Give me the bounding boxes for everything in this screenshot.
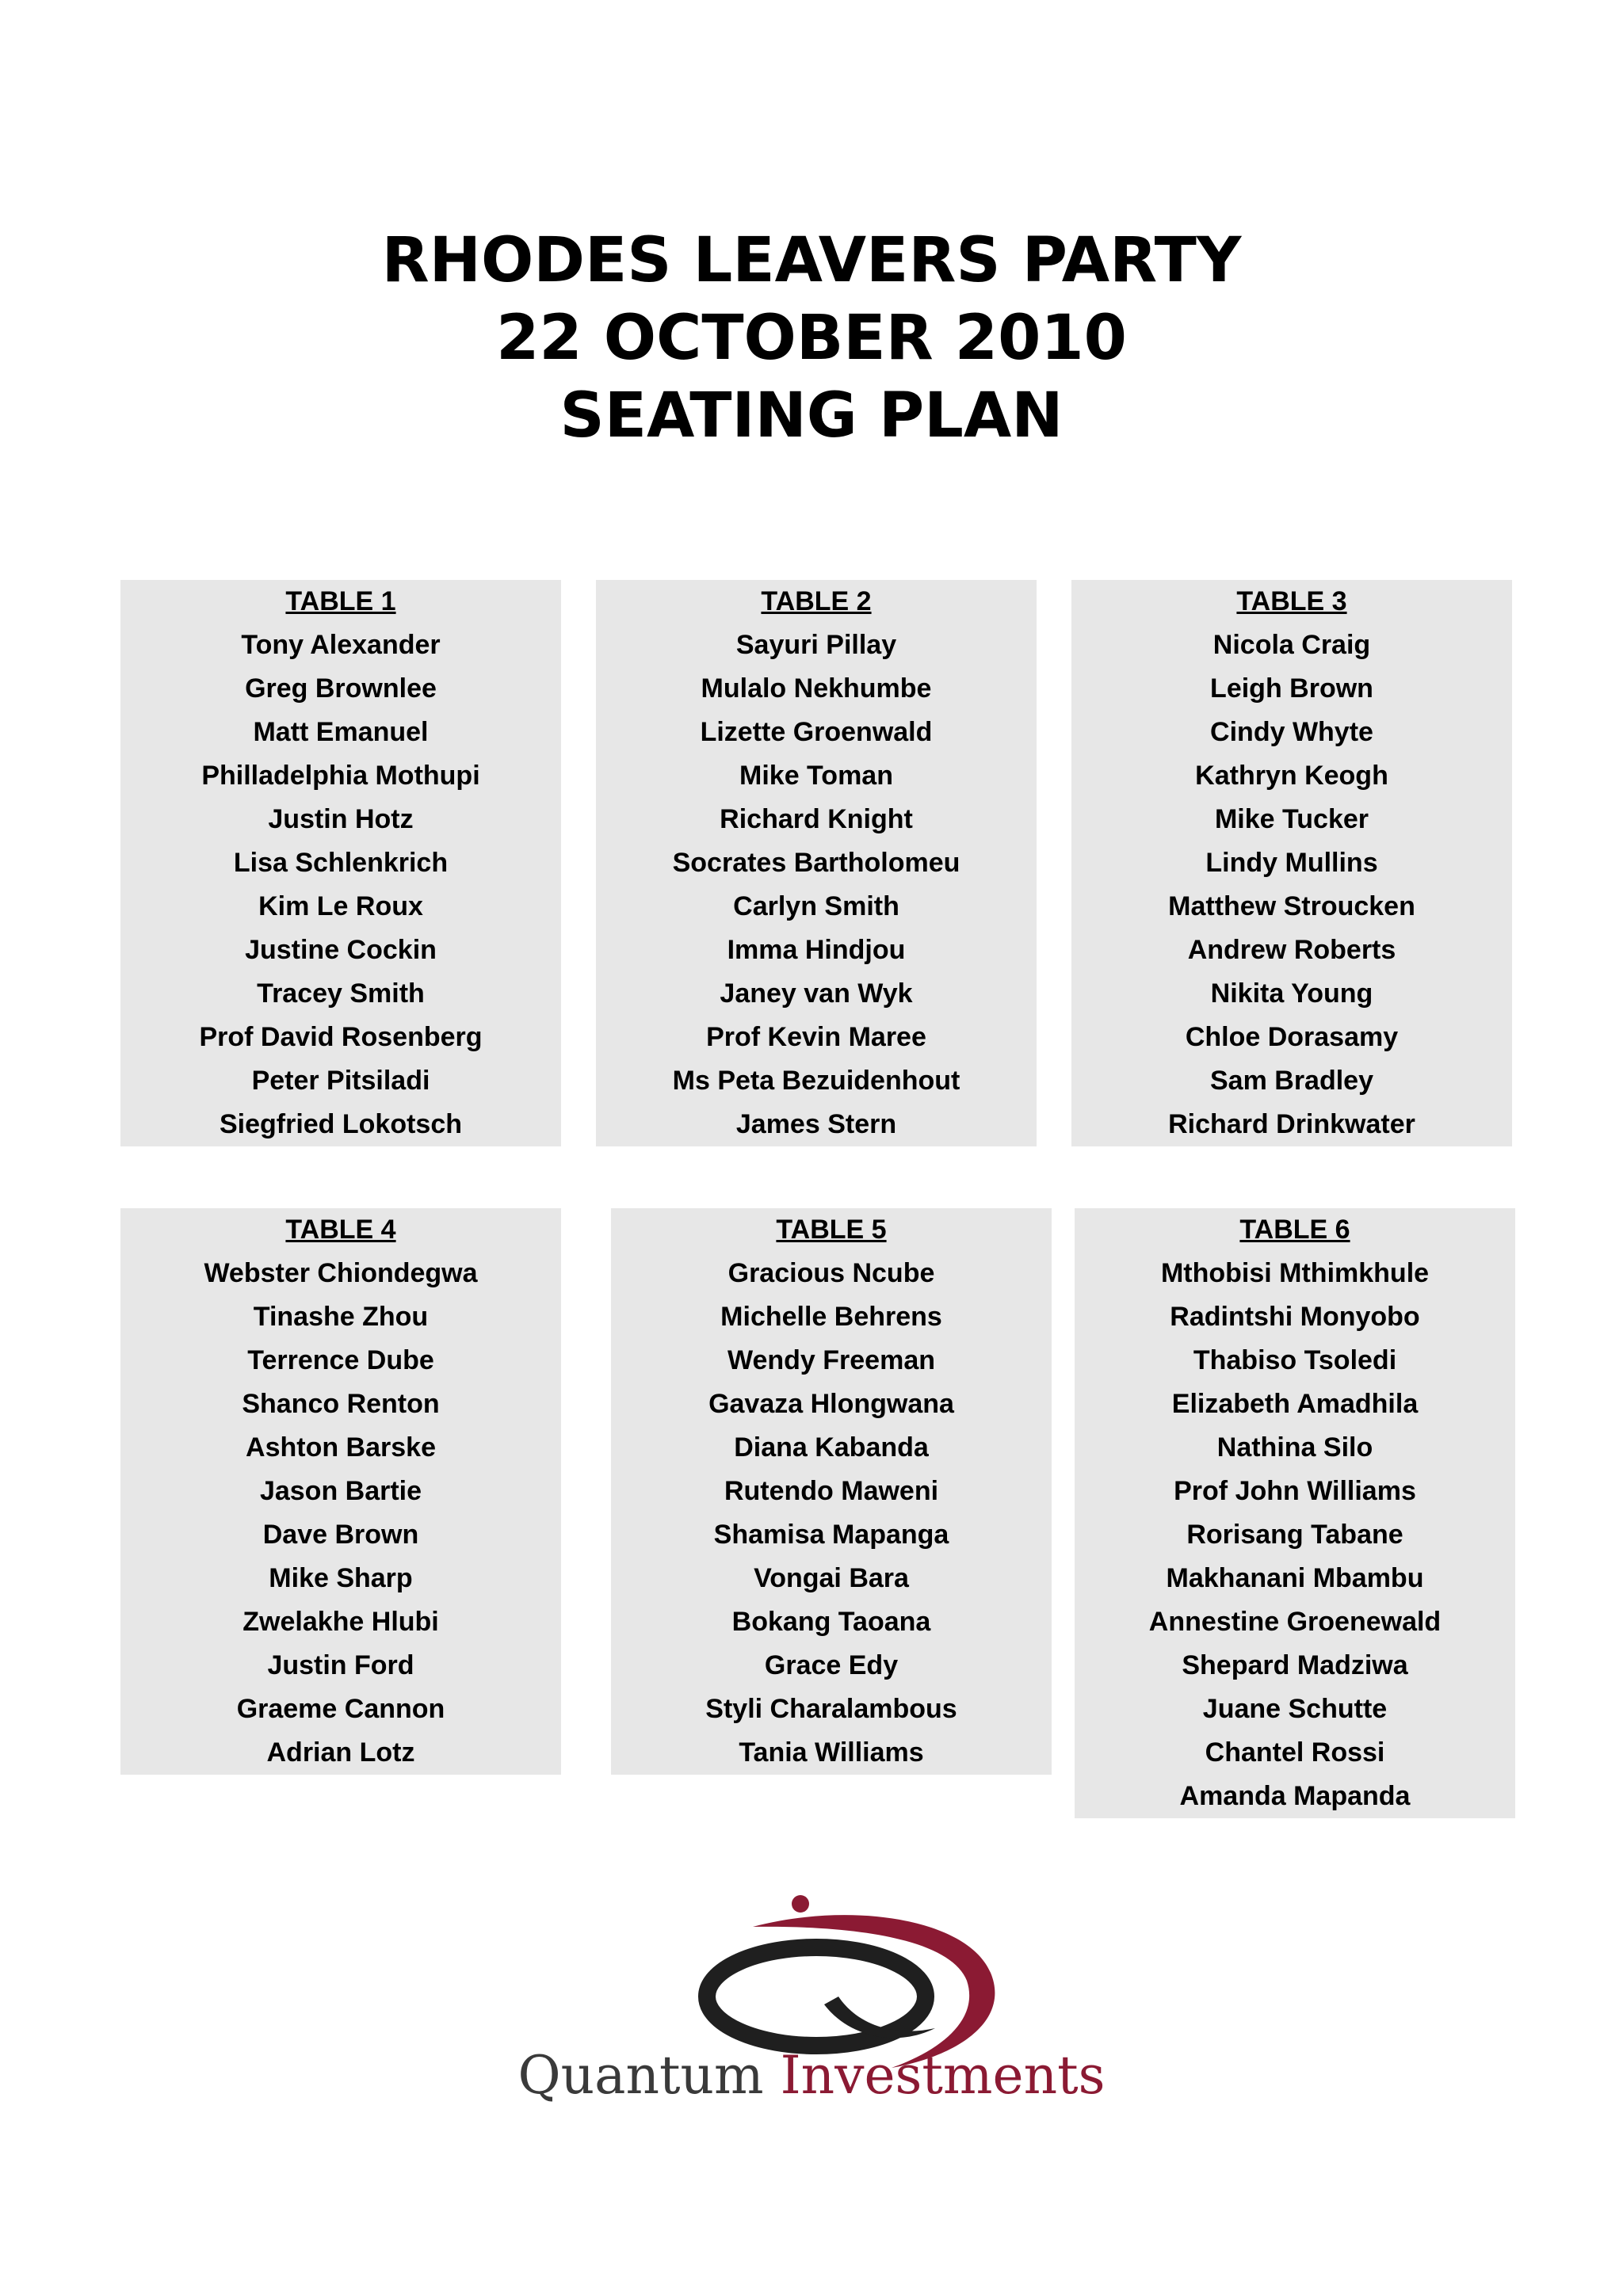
guest-name: Philladelphia Mothupi [201, 761, 480, 791]
guest-name: Sayuri Pillay [735, 630, 897, 660]
guest-name: Socrates Bartholomeu [672, 848, 960, 878]
guest-name: Lindy Mullins [1205, 848, 1378, 878]
table-heading: TABLE 4 [285, 1215, 396, 1245]
guest-name: Shepard Madziwa [1182, 1650, 1408, 1680]
title-line-plan: SEATING PLAN [559, 380, 1064, 452]
guest-name: Tinashe Zhou [253, 1302, 429, 1332]
guest-name: Tony Alexander [241, 630, 441, 660]
guest-name: Vongai Bara [754, 1563, 909, 1593]
guest-name: Tracey Smith [257, 978, 425, 1009]
guest-name: Prof Kevin Maree [706, 1022, 926, 1052]
guest-name: Mike Tucker [1214, 804, 1369, 834]
guest-name: Bokang Taoana [731, 1607, 931, 1637]
guest-name: Mike Sharp [269, 1563, 413, 1593]
seating-table-3 [1071, 580, 1512, 1146]
guest-name: Imma Hindjou [727, 935, 906, 965]
guest-name: Ms Peta Bezuidenhout [672, 1066, 960, 1096]
logo-word-quantum: Quantum [517, 2045, 764, 2106]
guest-name: Carlyn Smith [733, 891, 899, 921]
seating-table-2 [596, 580, 1037, 1146]
title-line-date: 22 OCTOBER 2010 [496, 303, 1127, 374]
guest-name: Radintshi Monyobo [1170, 1302, 1420, 1332]
guest-name: Mike Toman [739, 761, 893, 791]
guest-name: Zwelakhe Hlubi [242, 1607, 439, 1637]
guest-name: Grace Edy [764, 1650, 899, 1680]
logo-word-investments: Investments [780, 2045, 1106, 2106]
guest-name: Nathina Silo [1216, 1432, 1373, 1463]
guest-name: Janey van Wyk [720, 978, 913, 1009]
title-line-event: RHODES LEAVERS PARTY [381, 225, 1242, 296]
guest-name: Rorisang Tabane [1186, 1520, 1403, 1550]
table-heading: TABLE 5 [776, 1215, 887, 1245]
guest-name: Graeme Cannon [236, 1694, 445, 1724]
guest-name: Mthobisi Mthimkhule [1160, 1258, 1430, 1288]
guest-name: Kathryn Keogh [1195, 761, 1388, 791]
guest-name: Jason Bartie [259, 1476, 422, 1506]
guest-name: Adrian Lotz [266, 1737, 415, 1768]
table-heading: TABLE 1 [285, 586, 396, 616]
guest-name: Shamisa Mapanga [713, 1520, 949, 1550]
seating-table-6 [1075, 1208, 1515, 1818]
guest-name: Gracious Ncube [727, 1258, 935, 1288]
guest-name: Greg Brownlee [245, 673, 437, 704]
guest-name: Chloe Dorasamy [1185, 1022, 1399, 1052]
seating-table-5 [611, 1208, 1052, 1775]
guest-name: Lizette Groenwald [700, 717, 933, 747]
seating-table-4 [120, 1208, 561, 1775]
guest-name: Dave Brown [262, 1520, 419, 1550]
table-heading: TABLE 2 [761, 586, 872, 616]
guest-name: Michelle Behrens [720, 1302, 942, 1332]
guest-name: Justine Cockin [245, 935, 437, 965]
guest-name: Leigh Brown [1210, 673, 1373, 704]
guest-name: Nikita Young [1210, 978, 1373, 1009]
guest-name: Andrew Roberts [1187, 935, 1396, 965]
guest-name: Shanco Renton [242, 1389, 440, 1419]
guest-name: Ashton Barske [246, 1432, 436, 1463]
guest-name: Annestine Groenewald [1148, 1607, 1442, 1637]
guest-name: Mulalo Nekhumbe [701, 673, 932, 704]
guest-name: Amanda Mapanda [1179, 1781, 1411, 1811]
guest-name: Richard Knight [720, 804, 913, 834]
table-heading: TABLE 3 [1236, 586, 1347, 616]
guest-name: Matt Emanuel [253, 717, 429, 747]
guest-name: Sam Bradley [1210, 1066, 1373, 1096]
guest-name: Tania Williams [739, 1737, 924, 1768]
guest-name: Justin Ford [267, 1650, 414, 1680]
guest-name: Prof David Rosenberg [199, 1022, 483, 1052]
guest-name: Peter Pitsiladi [251, 1066, 430, 1096]
guest-name: Makhanani Mbambu [1166, 1563, 1424, 1593]
guest-name: Juane Schutte [1202, 1694, 1388, 1724]
guest-name: Lisa Schlenkrich [233, 848, 449, 878]
logo-wordmark [0, 2044, 1623, 2107]
table-heading: TABLE 6 [1239, 1215, 1350, 1245]
guest-name: Rutendo Maweni [724, 1476, 939, 1506]
guest-name: Gavaza Hlongwana [708, 1389, 954, 1419]
guest-name: Nicola Craig [1212, 630, 1371, 660]
guest-name: Styli Charalambous [705, 1694, 957, 1724]
guest-name: Elizabeth Amadhila [1171, 1389, 1419, 1419]
guest-name: Richard Drinkwater [1168, 1109, 1415, 1139]
guest-name: Terrence Dube [247, 1345, 434, 1375]
guest-name: Diana Kabanda [734, 1432, 929, 1463]
guest-name: Justin Hotz [268, 804, 414, 834]
guest-name: Prof John Williams [1174, 1476, 1416, 1506]
guest-name: Matthew Stroucken [1168, 891, 1415, 921]
guest-name: Thabiso Tsoledi [1193, 1345, 1397, 1375]
seating-table-1 [120, 580, 561, 1146]
guest-name: James Stern [735, 1109, 897, 1139]
guest-name: Wendy Freeman [727, 1345, 935, 1375]
guest-name: Cindy Whyte [1210, 717, 1373, 747]
guest-name: Kim Le Roux [258, 891, 423, 921]
guest-name: Siegfried Lokotsch [219, 1109, 463, 1139]
guest-name: Chantel Rossi [1205, 1737, 1385, 1768]
guest-name: Webster Chiondegwa [204, 1258, 478, 1288]
